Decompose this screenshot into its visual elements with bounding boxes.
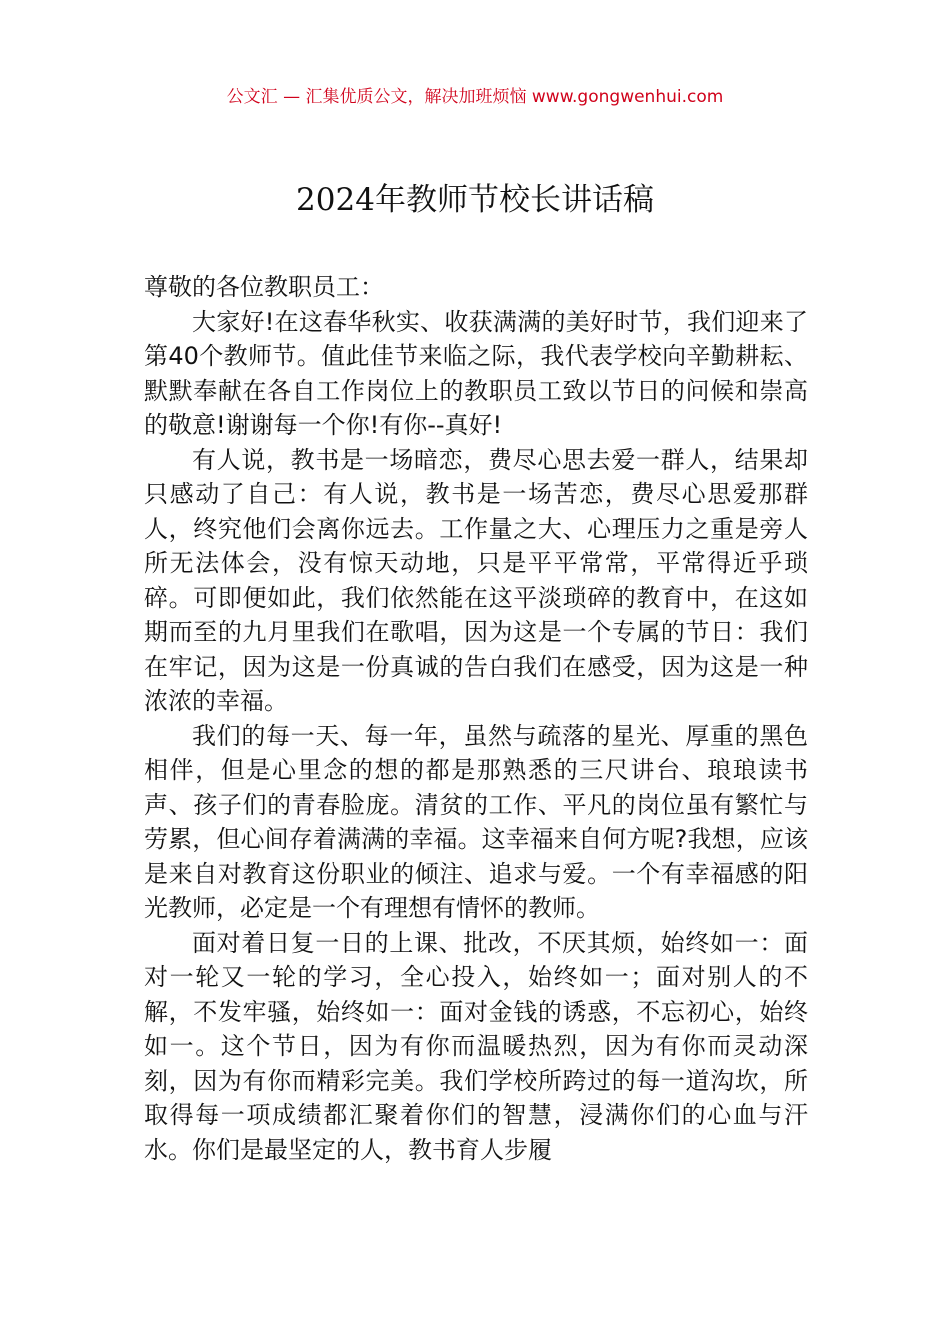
paragraph-1: 大家好!在这春华秋实、收获满满的美好时节，我们迎来了第40个教师节。值此佳节来临之际，我代表学校向辛勤耕耘、默默奉献在各自工作岗位上的教职员工致以节日的问候和崇高的敬意!谢谢每一个你!有你--真好! [144,307,808,439]
paragraph-4: 面对着日复一日的上课、批改，不厌其烦，始终如一：面对一轮又一轮的学习，全心投入，始终如一；面对别人的不解，不发牢骚，始终如一：面对金钱的诱惑，不忘初心，始终如一。这个节日，因为有你而温暖热烈，因为有你而灵动深刻，因为有你而精彩完美。我们学校所跨过的每一道沟坎，所取得每一项成绩都汇聚着你们的智慧，浸满你们的心血与汗水。你们是最坚定的人，教书育人步履 [144,928,808,1164]
paragraph-3: 我们的每一天、每一年，虽然与疏落的星光、厚重的黑色相伴，但是心里念的想的都是那熟悉的三尺讲台、琅琅读书声、孩子们的青春脸庞。清贫的工作、平凡的岗位虽有繁忙与劳累，但心间存着满满的幸福。这幸福来自何方呢?我想，应该是来自对教育这份职业的倾注、追求与爱。一个有幸福感的阳光教师，必定是一个有理想有情怀的教师。 [144,721,808,922]
salutation: 尊敬的各位教职员工： [144,273,384,301]
paragraph-2: 有人说，教书是一场暗恋，费尽心思去爱一群人，结果却只感动了自己：有人说，教书是一场苦恋，费尽心思爱那群人，终究他们会离你远去。工作量之大、心理压力之重是旁人所无法体会，没有惊天动地，只是平平常常，平常得近乎琐碎。可即便如此，我们依然能在这平淡琐碎的教育中，在这如期而至的九月里我们在歌唱，因为这是一个专属的节日：我们在牢记，因为这是一份真诚的告白我们在感受，因为这是一种浓浓的幸福。 [144,445,808,715]
document-body [144,270,808,1167]
header-banner: 公文汇 — 汇集优质公文，解决加班烦恼 www.gongwenhui.com [226,87,724,107]
document-title: 2024年教师节校长讲话稿 [296,182,654,218]
